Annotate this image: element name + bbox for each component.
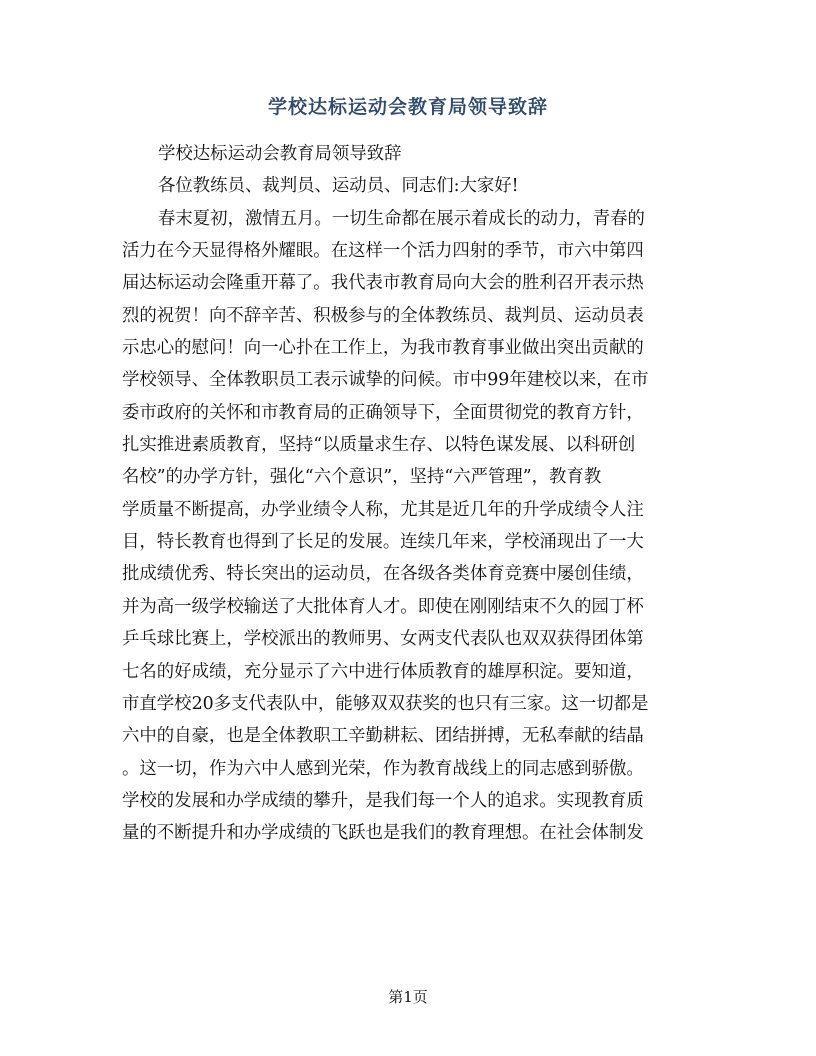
text-line: 届达标运动会隆重开幕了。我代表市教育局向大会的胜利召开表示热 [122,273,644,294]
text-line: 名校”的办学方针，强化“六个意识”，坚持“六严管理”，教育教 [122,467,602,488]
text-line: 活力在今天显得格外耀眼。在这样一个活力四射的季节，市六中第四 [122,241,644,262]
text-line: 示忠心的慰问！向一心扑在工作上，为我市教育事业做出突出贡献的 [122,338,644,359]
text-line: 批成绩优秀、特长突出的运动员，在各级各类体育竞赛中屡创佳绩， [122,564,644,585]
text-line: 并为高一级学校输送了大批体育人才。即使在刚刚结束不久的园丁杯 [122,596,644,617]
text-line: 六中的自豪，也是全体教职工辛勤耕耘、团结拼搏，无私奉献的结晶 [122,726,644,747]
text-line: 学校达标运动会教育局领导致辞 [158,144,402,164]
page-number: 第1页 [388,988,428,1006]
text-line: 学校的发展和办学成绩的攀升，是我们每一个人的追求。实现教育质 [122,790,644,811]
text-line: 扎实推进素质教育，坚持“以质量求生存、以特色谋发展、以科研创 [122,435,636,456]
text-line: 七名的好成绩，充分显示了六中进行体质教育的雄厚积淀。要知道， [122,661,644,682]
document-body [122,138,688,850]
text-line: 学校领导、全体教职员工表示诚挚的问候。市中99年建校以来，在市 [122,370,649,391]
text-line: 市直学校20多支代表队中，能够双双获奖的也只有三家。这一切都是 [122,693,649,714]
text-line: 春末夏初，激情五月。一切生命都在展示着成长的动力，青春的 [158,208,645,229]
text-line: 目，特长教育也得到了长足的发展。连续几年来，学校涌现出了一大 [122,532,644,553]
text-line: 委市政府的关怀和市教育局的正确领导下，全面贯彻党的教育方针， [122,402,644,423]
document-title: 学校达标运动会教育局领导致辞 [267,96,548,118]
text-line: 烈的祝贺！向不辞辛苦、积极参与的全体教练员、裁判员、运动员表 [122,305,644,326]
text-line: 乒乓球比赛上，学校派出的教师男、女两支代表队也双双获得团体第 [122,629,644,650]
text-line: 各位教练员、裁判员、运动员、同志们:大家好! [158,176,519,197]
text-line: 。这一切，作为六中人感到光荣，作为教育战线上的同志感到骄傲。 [122,758,644,779]
text-line: 量的不断提升和办学成绩的飞跃也是我们的教育理想。在社会体制发 [122,823,644,844]
text-line: 学质量不断提高，办学业绩令人称，尤其是近几年的升学成绩令人注 [122,499,644,520]
